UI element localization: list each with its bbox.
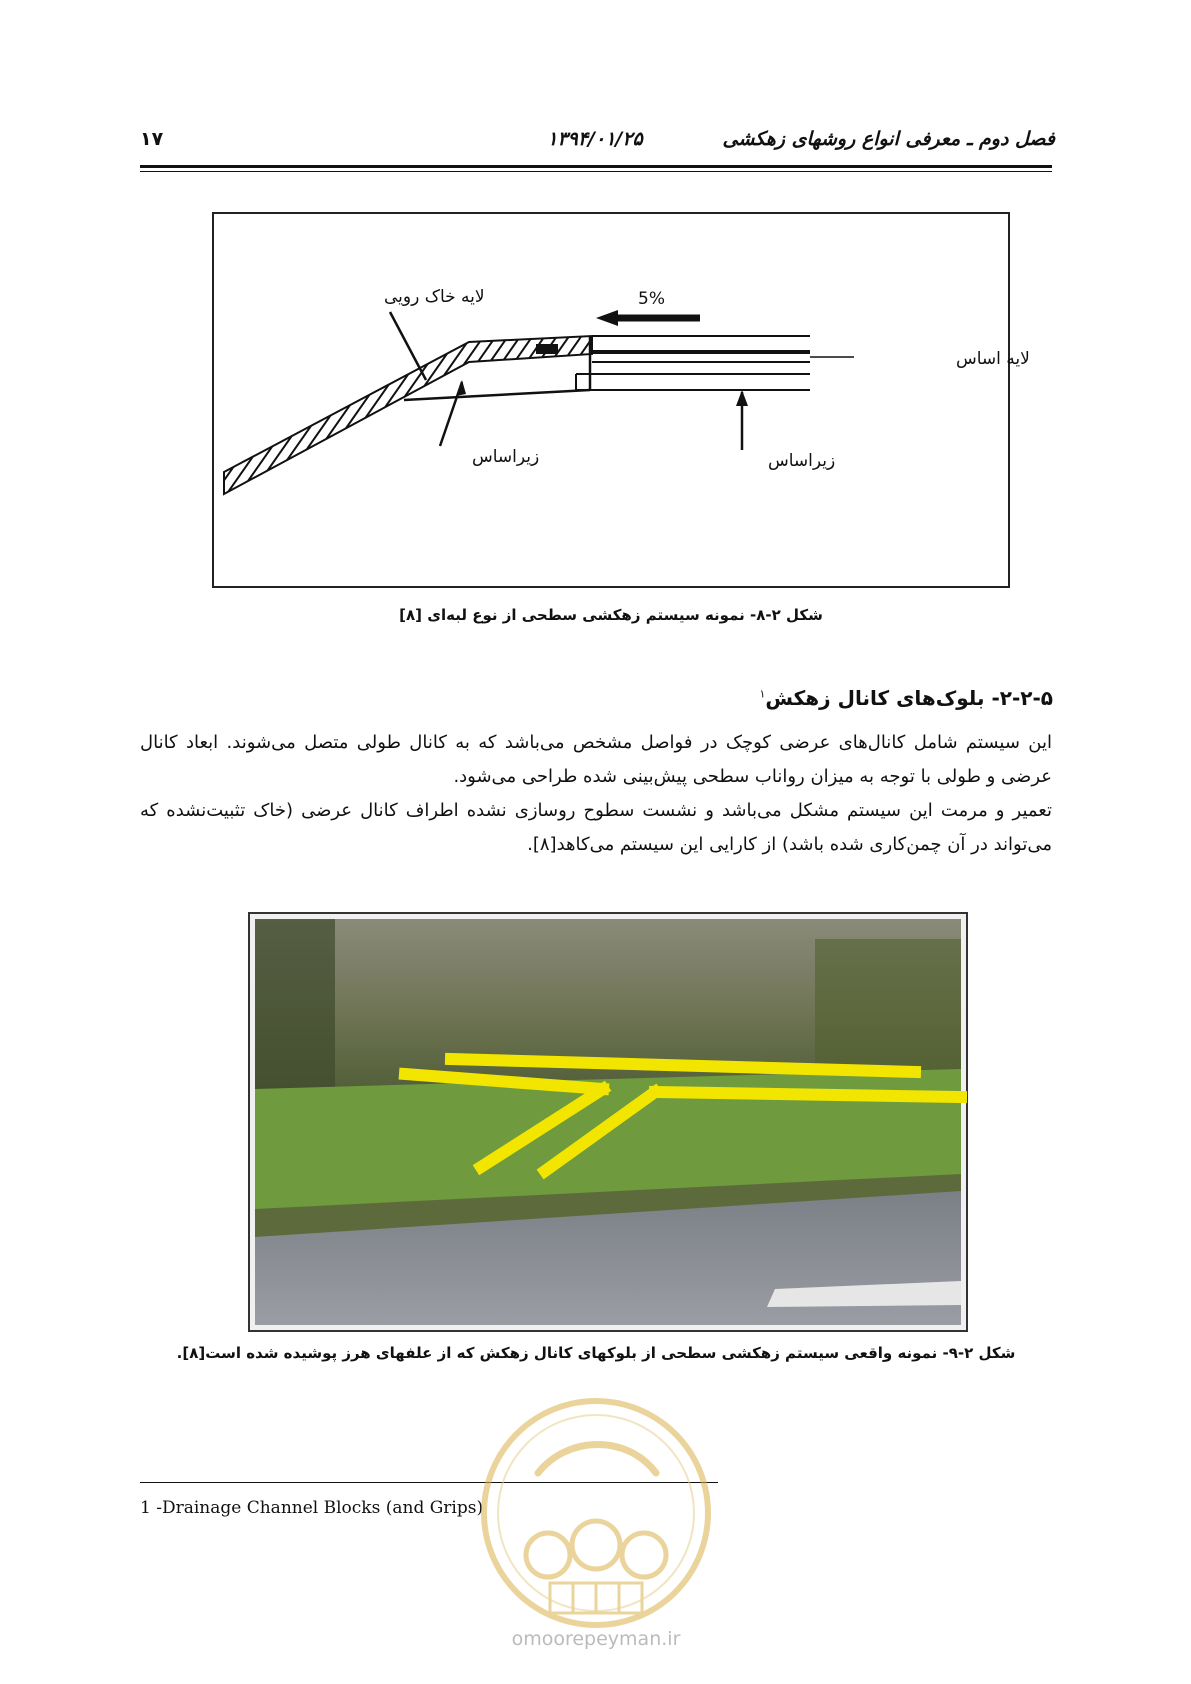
page-number: ۱۷	[140, 128, 164, 150]
topsoil-label: لایه خاک رویی	[384, 287, 485, 307]
section-heading	[759, 686, 1053, 710]
figure-drainage-channel-photo	[248, 912, 968, 1332]
topsoil-leader	[390, 312, 426, 380]
subbase-left-label: زیراساس	[472, 447, 540, 467]
subbase-wedge-line	[404, 390, 590, 400]
figure-edge-drainage-diagram	[212, 212, 1030, 588]
seal-script-mark	[538, 1445, 656, 1474]
omoorepeyman-seal-icon	[478, 1395, 714, 1631]
drainage-channel-photo	[255, 919, 961, 1325]
base-layer-label: لایه اساس	[956, 349, 1030, 369]
footnote-text: 1 -Drainage Channel Blocks (and Grips)	[140, 1498, 484, 1518]
paragraph-1: این سیستم شامل کانال‌های عرضی کوچک در فواصل مشخص می‌باشد که به کانال طولی متصل می‌شوند. ابعاد کانال عرضی و طولی با توجه به میزان رواناب سطحی پیش‌بینی شده طراحی می‌شود.	[140, 732, 1052, 787]
slope-arrow-head	[596, 310, 618, 326]
slope-label: 5%	[638, 289, 665, 309]
seal-gear-center	[572, 1521, 620, 1569]
subbase-right-label: زیراساس	[768, 451, 836, 471]
running-header-date: ۱۳۹۴/۰۱/۲۵	[547, 128, 643, 150]
watermark-site: omoorepeyman.ir	[511, 1628, 681, 1650]
section-title: بلوک‌های کانال زهکش	[765, 686, 985, 710]
subbase-right-arrowhead	[736, 390, 748, 406]
longitudinal-channel-bottom	[655, 1092, 961, 1097]
footnote-ref: ۱	[759, 687, 766, 701]
figure9-caption: شکل ۲-۹- نمونه واقعی سیستم زهکشی سطحی از بلوکهای کانال زهکش که از علفهای هرز پوشیده شده است[۸].	[176, 1344, 1016, 1362]
edge-drainage-drawing	[214, 214, 1030, 586]
running-header-chapter: فصل دوم ـ معرفی انواع روشهای زهکشی	[722, 128, 1055, 150]
header-rule-thick	[140, 165, 1052, 168]
topsoil-band	[224, 336, 592, 494]
paragraph-2: تعمیر و مرمت این سیستم مشکل می‌باشد و نشست سطوح روسازی نشده اطراف کانال عرضی (خاک تثبیت‌نشده که می‌تواند در آن چمن‌کاری شده باشد) از کارایی این سیستم می‌کاهد[۸].	[140, 800, 1052, 855]
header-rule-thin	[140, 171, 1052, 172]
figure8-caption: شکل ۲-۸- نمونه سیستم زهکشی سطحی از نوع لبه‌ای [۸]	[399, 606, 823, 624]
edge-block	[536, 344, 558, 354]
seal-gear-left	[526, 1533, 570, 1577]
section-number: ۲-۲-۵-	[991, 686, 1053, 710]
seal-gear-right	[622, 1533, 666, 1577]
